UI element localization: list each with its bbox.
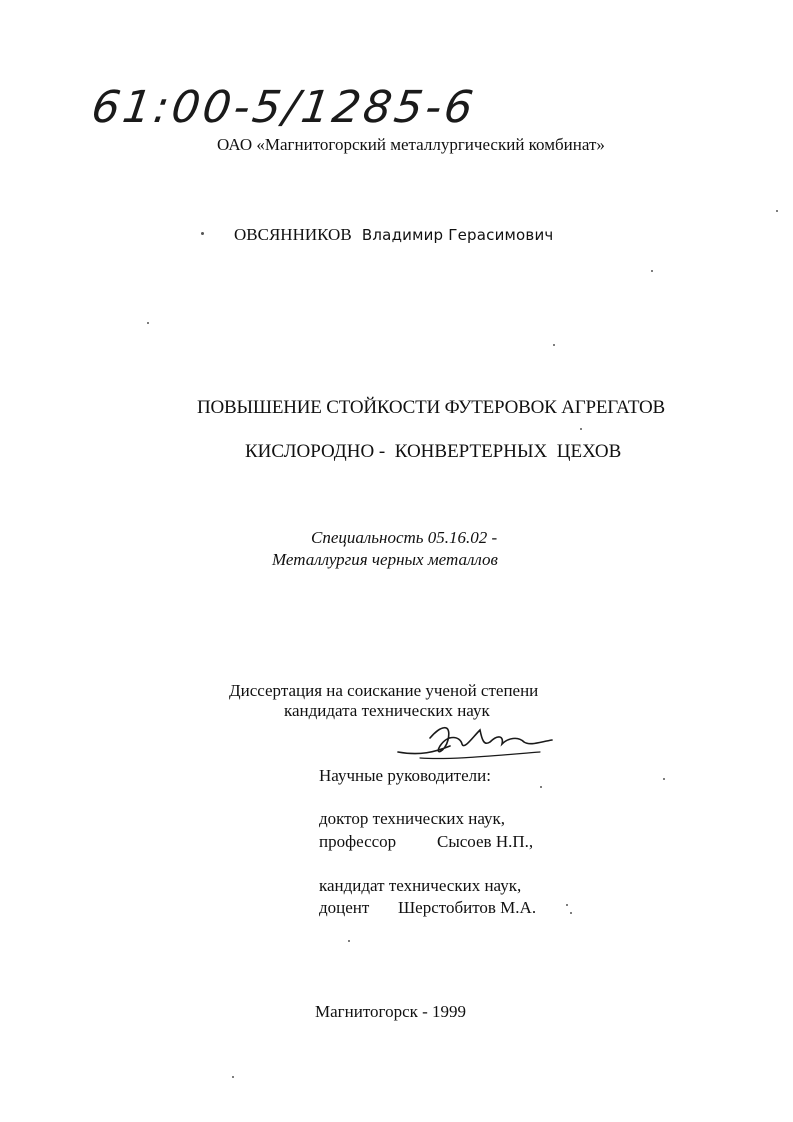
- advisor-1-name: Сысоев Н.П.,: [437, 832, 534, 851]
- specialty-line-2: Металлургия черных металлов: [272, 550, 498, 569]
- scan-speck: [147, 322, 149, 324]
- scan-speck: [570, 912, 572, 914]
- advisor-2-degree: кандидат технических наук,: [319, 876, 522, 895]
- advisors-heading: Научные руководители:: [319, 766, 491, 785]
- author-surname: ОВСЯННИКОВ: [234, 225, 352, 244]
- author-line: [234, 224, 553, 246]
- scan-speck: [232, 1076, 234, 1078]
- thesis-title-line-2: КИСЛОРОДНО - КОНВЕРТЕРНЫХ ЦЕХОВ: [245, 441, 622, 462]
- scan-speck: [776, 210, 778, 212]
- author-given-names: Владимир Герасимович: [361, 226, 554, 244]
- place-and-year: Магнитогорск - 1999: [315, 1002, 467, 1021]
- scan-speck: [553, 344, 555, 346]
- scan-speck: [540, 786, 542, 788]
- archive-code-handwritten: 61:00-5/1285-6: [88, 82, 479, 133]
- scan-speck: [566, 904, 568, 906]
- scan-speck: [663, 778, 665, 780]
- advisor-1-degree: доктор технических наук,: [319, 809, 506, 828]
- scan-speck: [201, 232, 204, 235]
- scan-speck: [348, 940, 350, 942]
- advisor-2-title: доцент: [319, 898, 370, 917]
- specialty-line-1: Специальность 05.16.02 -: [311, 528, 498, 547]
- degree-line-1: Диссертация на соискание ученой степени: [229, 681, 539, 700]
- scan-speck: [651, 270, 653, 272]
- advisor-2-name: Шерстобитов М.А.: [398, 898, 537, 917]
- degree-line-2: кандидата технических наук: [284, 701, 490, 720]
- organization-name: ОАО «Магнитогорский металлургический комбинат»: [217, 135, 605, 154]
- scan-speck: [580, 428, 582, 430]
- thesis-title-line-1: ПОВЫШЕНИЕ СТОЙКОСТИ ФУТЕРОВОК АГРЕГАТОВ: [197, 397, 665, 418]
- signature: [390, 716, 560, 766]
- advisor-1-title: профессор: [319, 832, 397, 851]
